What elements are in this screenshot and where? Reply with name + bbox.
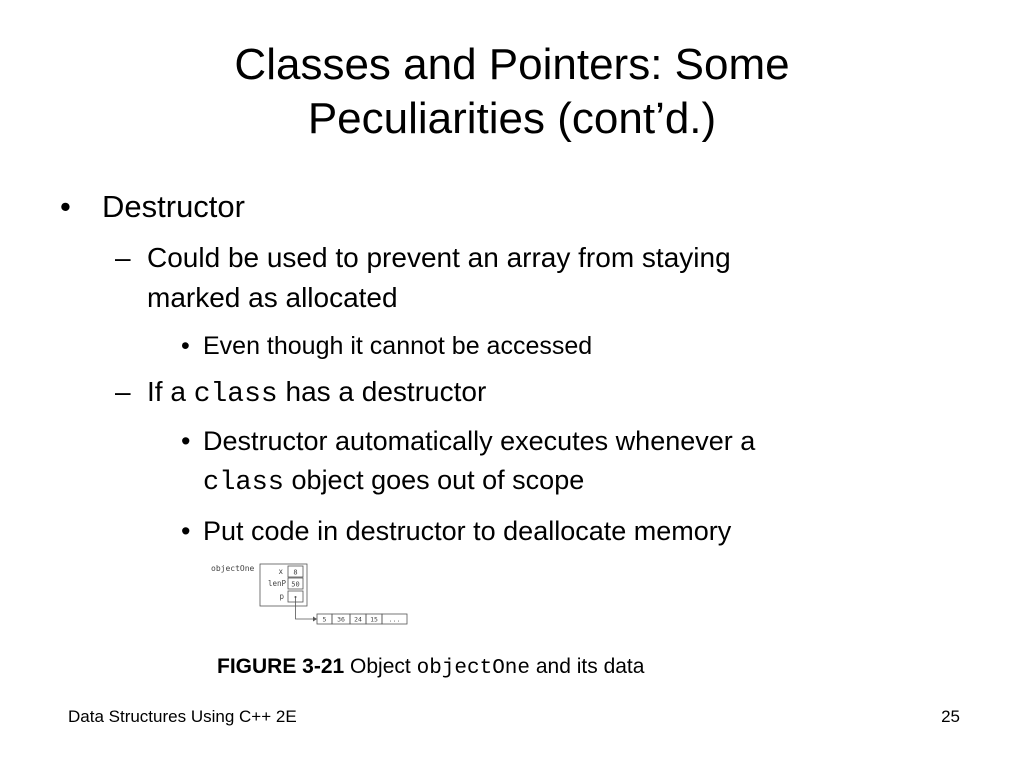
sub2-detail1-code: class <box>203 468 285 498</box>
pointer-arrowhead <box>313 617 317 622</box>
caption-text-before: Object <box>350 655 411 678</box>
bullet-destructor: Destructor <box>102 189 245 224</box>
sub2-detail2: Put code in destructor to deallocate memory <box>203 516 732 546</box>
sub2-detail1-line1: Destructor automatically executes whenever a <box>203 426 756 456</box>
array-value: ... <box>388 615 401 624</box>
field-p-label: p <box>279 592 284 601</box>
figure-label: FIGURE 3-21 <box>217 655 345 678</box>
caption-code: objectOne <box>416 657 531 680</box>
dash-marker: – <box>115 242 131 273</box>
figure-caption <box>217 655 644 680</box>
array-value: 24 <box>354 615 362 624</box>
page-number: 25 <box>941 707 960 726</box>
field-x-value: 8 <box>293 568 298 577</box>
object-diagram <box>209 561 413 629</box>
footer-course: Data Structures Using C++ 2E <box>68 707 297 726</box>
sub1-detail: Even though it cannot be accessed <box>203 332 593 360</box>
slide-title-line2: Peculiarities (cont’d.) <box>307 94 717 143</box>
array-value: 5 <box>322 615 327 624</box>
object-label: objectOne <box>211 564 255 573</box>
bullet-marker: • <box>181 516 191 546</box>
sub2-prefix: If a <box>147 376 186 407</box>
slide-title-line1: Classes and Pointers: Some <box>234 40 790 89</box>
bullet-marker: • <box>60 189 71 224</box>
sub1-line2: marked as allocated <box>147 282 398 313</box>
sub2-detail1-text: object goes out of scope <box>291 465 585 495</box>
caption-text-after: and its data <box>535 655 645 678</box>
sub2-code: class <box>193 379 278 410</box>
sub2-detail1-line2 <box>203 465 584 498</box>
slide-title <box>0 38 1024 146</box>
sub2-line <box>147 376 486 410</box>
array-value: 15 <box>370 615 378 624</box>
array-value: 36 <box>337 615 345 624</box>
field-x-label: x <box>278 567 283 576</box>
bullet-marker: • <box>181 332 190 360</box>
field-lenp-label: lenP <box>267 579 286 588</box>
pointer-arrow <box>296 597 314 619</box>
sub1-line1: Could be used to prevent an array from staying <box>147 242 731 273</box>
field-lenp-value: 50 <box>291 580 300 589</box>
bullet-marker: • <box>181 426 191 456</box>
sub2-suffix: has a destructor <box>285 376 487 407</box>
dash-marker: – <box>115 376 131 407</box>
